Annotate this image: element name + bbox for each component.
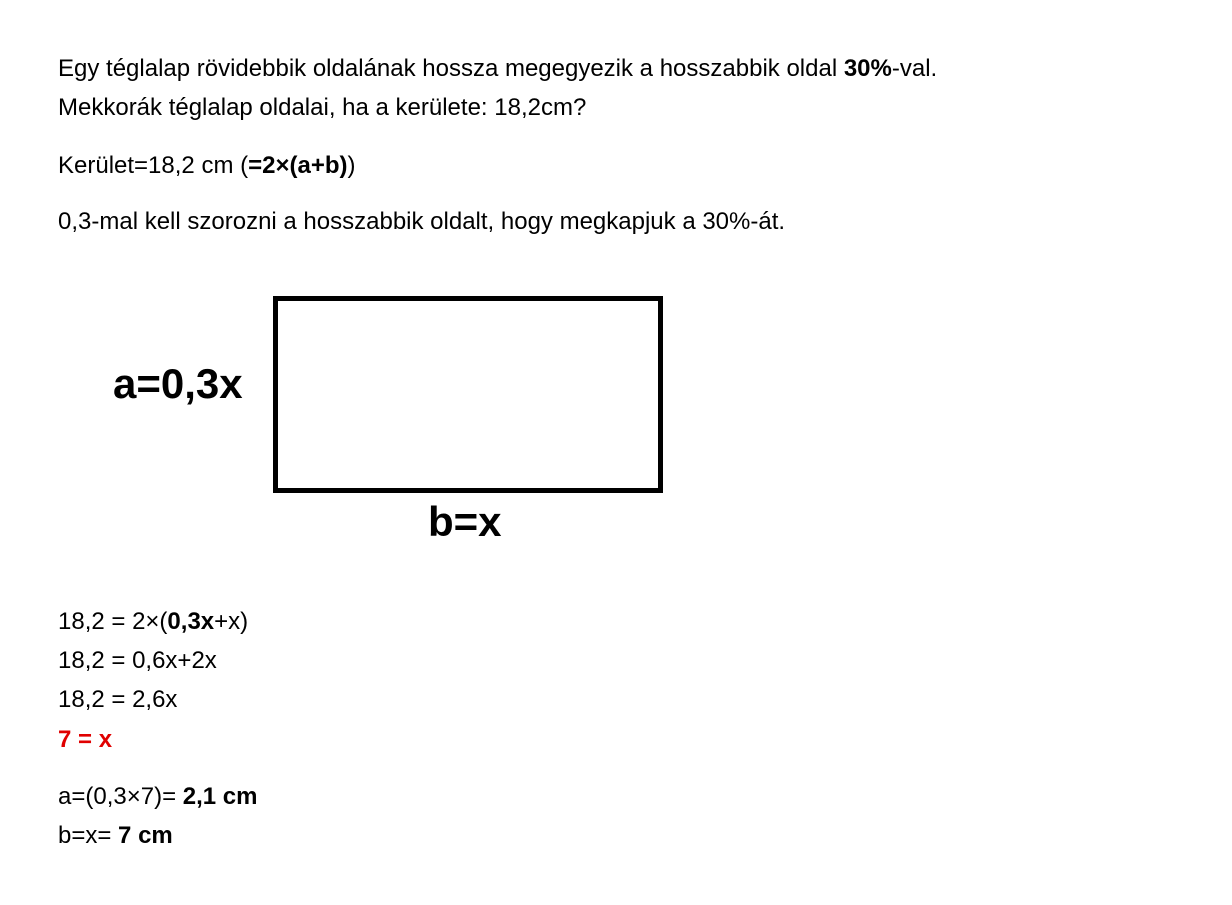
problem-line-1-text: Egy téglalap rövidebbik oldalának hossza megegyezik a hosszabbik oldal (58, 55, 844, 82)
rectangle-diagram (273, 296, 663, 493)
perimeter-text: Kerület=18,2 cm ( (58, 152, 249, 179)
equation-step-3: 18,2 = 2,6x (58, 686, 178, 713)
answer-a (58, 783, 257, 811)
perimeter-line (58, 152, 355, 180)
perimeter-close: ) (347, 152, 356, 179)
side-a-label: a=0,3x (113, 360, 243, 407)
equation-step-1-bold: 0,3x (167, 608, 215, 635)
hint-line: 0,3-mal kell szorozni a hosszabbik oldalt, hogy megkapjuk a 30%-át. (58, 208, 786, 235)
answer-a-text: a=(0,3×7)= (58, 783, 183, 810)
answer-b-value: 7 cm (118, 822, 173, 849)
equation-step-1-text: 18,2 = 2×( (58, 608, 168, 635)
perimeter-formula: =2×(a+b) (248, 152, 348, 179)
answer-b-text: b=x= (58, 822, 119, 849)
problem-line-1 (58, 55, 937, 83)
problem-line-2: Mekkorák téglalap oldalai, ha a kerülete: 18,2cm? (58, 94, 587, 121)
percentage-bold: 30% (843, 55, 892, 82)
problem-line-1-suffix: -val. (891, 55, 938, 82)
equation-step-1 (58, 608, 248, 636)
side-b-label: b=x (428, 498, 502, 545)
answer-a-value: 2,1 cm (182, 783, 258, 810)
equation-step-1-suffix: +x) (214, 608, 249, 635)
answer-b (58, 822, 173, 850)
equation-step-2: 18,2 = 0,6x+2x (58, 647, 217, 674)
equation-result: 7 = x (58, 726, 113, 753)
